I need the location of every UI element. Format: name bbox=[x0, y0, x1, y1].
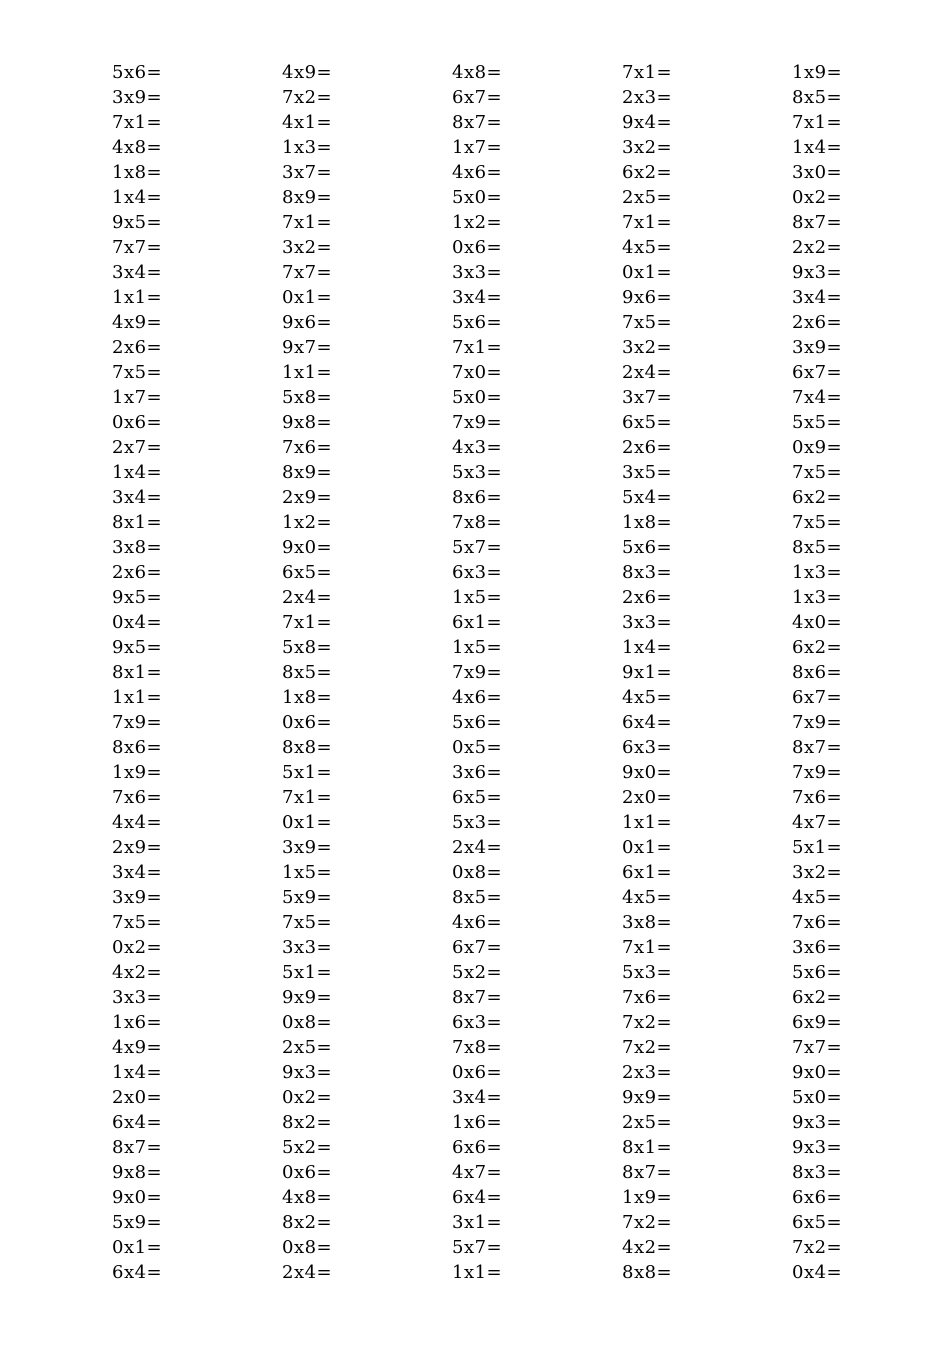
problem-row bbox=[112, 285, 872, 310]
multiplication-problem: 7x5= bbox=[792, 512, 843, 533]
multiplication-problem: 8x2= bbox=[282, 1112, 333, 1133]
multiplication-problem: 1x4= bbox=[622, 637, 673, 658]
multiplication-problem: 7x6= bbox=[112, 787, 163, 808]
multiplication-problem: 7x5= bbox=[282, 912, 333, 933]
multiplication-problem: 9x6= bbox=[622, 287, 673, 308]
multiplication-problem: 2x0= bbox=[112, 1087, 163, 1108]
problem-row bbox=[112, 685, 872, 710]
multiplication-problem: 6x4= bbox=[622, 712, 673, 733]
problem-row bbox=[112, 485, 872, 510]
multiplication-problem: 5x8= bbox=[282, 387, 333, 408]
multiplication-problem: 8x9= bbox=[282, 187, 333, 208]
multiplication-problem: 6x5= bbox=[792, 1212, 843, 1233]
problem-row bbox=[112, 960, 872, 985]
multiplication-problem: 1x6= bbox=[112, 1012, 163, 1033]
problem-row bbox=[112, 310, 872, 335]
multiplication-problem: 3x4= bbox=[112, 487, 163, 508]
problem-row bbox=[112, 60, 872, 85]
multiplication-problem: 2x3= bbox=[622, 1062, 673, 1083]
problem-row bbox=[112, 910, 872, 935]
multiplication-problem: 0x6= bbox=[452, 1062, 503, 1083]
multiplication-problem: 0x6= bbox=[452, 237, 503, 258]
multiplication-problem: 8x3= bbox=[792, 1162, 843, 1183]
multiplication-problem: 7x7= bbox=[282, 262, 333, 283]
multiplication-problem: 5x2= bbox=[282, 1137, 333, 1158]
multiplication-problem: 7x1= bbox=[112, 112, 163, 133]
multiplication-problem: 3x9= bbox=[282, 837, 333, 858]
multiplication-problem: 8x7= bbox=[452, 987, 503, 1008]
multiplication-problem: 9x1= bbox=[622, 662, 673, 683]
multiplication-problem: 1x4= bbox=[112, 462, 163, 483]
problem-row bbox=[112, 985, 872, 1010]
problem-row bbox=[112, 360, 872, 385]
problem-row bbox=[112, 1185, 872, 1210]
multiplication-problem: 8x5= bbox=[452, 887, 503, 908]
multiplication-problem: 0x1= bbox=[622, 837, 673, 858]
multiplication-problem: 0x8= bbox=[282, 1237, 333, 1258]
multiplication-problem: 0x8= bbox=[452, 862, 503, 883]
multiplication-problem: 5x6= bbox=[792, 962, 843, 983]
multiplication-problem: 1x9= bbox=[112, 762, 163, 783]
multiplication-problem: 7x1= bbox=[282, 787, 333, 808]
multiplication-problem: 6x4= bbox=[112, 1112, 163, 1133]
multiplication-problem: 7x6= bbox=[622, 987, 673, 1008]
multiplication-problem: 7x2= bbox=[622, 1012, 673, 1033]
multiplication-problem: 2x9= bbox=[282, 487, 333, 508]
multiplication-problem: 2x5= bbox=[282, 1037, 333, 1058]
multiplication-problem: 1x1= bbox=[452, 1262, 503, 1283]
multiplication-problem: 5x3= bbox=[452, 462, 503, 483]
multiplication-problem: 4x8= bbox=[112, 137, 163, 158]
multiplication-problem: 3x3= bbox=[112, 987, 163, 1008]
multiplication-problem: 0x1= bbox=[282, 812, 333, 833]
multiplication-problem: 9x3= bbox=[792, 1137, 843, 1158]
multiplication-problem: 3x2= bbox=[792, 862, 843, 883]
multiplication-problem: 1x1= bbox=[282, 362, 333, 383]
problem-row bbox=[112, 235, 872, 260]
multiplication-problem: 7x4= bbox=[792, 387, 843, 408]
multiplication-problem: 1x6= bbox=[452, 1112, 503, 1133]
multiplication-problem: 7x5= bbox=[112, 912, 163, 933]
problem-row bbox=[112, 1160, 872, 1185]
multiplication-problem: 7x2= bbox=[622, 1212, 673, 1233]
multiplication-problem: 8x1= bbox=[622, 1137, 673, 1158]
multiplication-problem: 7x1= bbox=[452, 337, 503, 358]
problem-row bbox=[112, 785, 872, 810]
multiplication-problem: 1x4= bbox=[112, 187, 163, 208]
multiplication-problem: 7x7= bbox=[112, 237, 163, 258]
problem-row bbox=[112, 660, 872, 685]
multiplication-problem: 7x9= bbox=[792, 712, 843, 733]
multiplication-problem: 5x6= bbox=[452, 312, 503, 333]
problem-row bbox=[112, 1210, 872, 1235]
multiplication-problem: 7x5= bbox=[112, 362, 163, 383]
multiplication-problem: 4x4= bbox=[112, 812, 163, 833]
multiplication-problem: 6x3= bbox=[622, 737, 673, 758]
multiplication-problem: 7x1= bbox=[622, 62, 673, 83]
multiplication-problem: 0x6= bbox=[282, 712, 333, 733]
multiplication-problem: 5x0= bbox=[792, 1087, 843, 1108]
multiplication-problem: 6x4= bbox=[452, 1187, 503, 1208]
multiplication-problem: 1x1= bbox=[622, 812, 673, 833]
multiplication-problem: 4x1= bbox=[282, 112, 333, 133]
multiplication-problem: 4x5= bbox=[622, 887, 673, 908]
multiplication-problem: 0x1= bbox=[112, 1237, 163, 1258]
problem-row bbox=[112, 760, 872, 785]
multiplication-problem: 9x9= bbox=[622, 1087, 673, 1108]
multiplication-problem: 5x3= bbox=[622, 962, 673, 983]
multiplication-problem: 0x2= bbox=[282, 1087, 333, 1108]
multiplication-problem: 0x6= bbox=[282, 1162, 333, 1183]
multiplication-problem: 3x6= bbox=[792, 937, 843, 958]
multiplication-problem: 6x1= bbox=[622, 862, 673, 883]
multiplication-problem: 8x2= bbox=[282, 1212, 333, 1233]
multiplication-problem: 5x2= bbox=[452, 962, 503, 983]
multiplication-problem: 1x1= bbox=[112, 687, 163, 708]
multiplication-problem: 1x2= bbox=[282, 512, 333, 533]
multiplication-problem: 3x8= bbox=[622, 912, 673, 933]
multiplication-problem: 3x2= bbox=[282, 237, 333, 258]
multiplication-problem: 8x8= bbox=[282, 737, 333, 758]
multiplication-problem: 5x9= bbox=[282, 887, 333, 908]
multiplication-problem: 9x3= bbox=[792, 1112, 843, 1133]
multiplication-problem: 2x3= bbox=[622, 87, 673, 108]
multiplication-problem: 4x7= bbox=[792, 812, 843, 833]
multiplication-problem: 5x5= bbox=[792, 412, 843, 433]
problem-row bbox=[112, 110, 872, 135]
problem-row bbox=[112, 185, 872, 210]
multiplication-problem: 2x4= bbox=[282, 1262, 333, 1283]
multiplication-problem: 1x9= bbox=[792, 62, 843, 83]
multiplication-problem: 1x5= bbox=[452, 587, 503, 608]
multiplication-problem: 8x6= bbox=[112, 737, 163, 758]
multiplication-problem: 9x8= bbox=[112, 1162, 163, 1183]
multiplication-problem: 0x6= bbox=[112, 412, 163, 433]
multiplication-problem: 7x1= bbox=[622, 937, 673, 958]
multiplication-problem: 1x9= bbox=[622, 1187, 673, 1208]
problem-row bbox=[112, 835, 872, 860]
multiplication-problem: 2x6= bbox=[112, 337, 163, 358]
multiplication-problem: 3x3= bbox=[622, 612, 673, 633]
multiplication-problem: 7x5= bbox=[622, 312, 673, 333]
multiplication-problem: 4x9= bbox=[112, 1037, 163, 1058]
multiplication-problem: 9x0= bbox=[792, 1062, 843, 1083]
multiplication-problem: 6x5= bbox=[622, 412, 673, 433]
multiplication-problem: 7x2= bbox=[792, 1237, 843, 1258]
multiplication-problem: 6x3= bbox=[452, 562, 503, 583]
problem-row bbox=[112, 385, 872, 410]
multiplication-problem: 3x9= bbox=[792, 337, 843, 358]
multiplication-problem: 4x5= bbox=[622, 687, 673, 708]
multiplication-problem: 8x7= bbox=[112, 1137, 163, 1158]
multiplication-problem: 7x9= bbox=[452, 412, 503, 433]
problem-row bbox=[112, 435, 872, 460]
problem-row bbox=[112, 85, 872, 110]
multiplication-problem: 6x6= bbox=[452, 1137, 503, 1158]
multiplication-problem: 0x1= bbox=[622, 262, 673, 283]
problem-row bbox=[112, 260, 872, 285]
multiplication-problem: 7x9= bbox=[452, 662, 503, 683]
problem-row bbox=[112, 535, 872, 560]
multiplication-problem: 2x6= bbox=[792, 312, 843, 333]
multiplication-problem: 6x5= bbox=[282, 562, 333, 583]
problem-row bbox=[112, 135, 872, 160]
multiplication-problem: 1x8= bbox=[112, 162, 163, 183]
multiplication-problem: 1x2= bbox=[452, 212, 503, 233]
multiplication-problem: 3x1= bbox=[452, 1212, 503, 1233]
multiplication-problem: 1x3= bbox=[282, 137, 333, 158]
problem-row bbox=[112, 1035, 872, 1060]
multiplication-problem: 8x3= bbox=[622, 562, 673, 583]
multiplication-problem: 9x5= bbox=[112, 212, 163, 233]
multiplication-problem: 8x7= bbox=[792, 737, 843, 758]
multiplication-problem: 0x9= bbox=[792, 437, 843, 458]
multiplication-problem: 0x2= bbox=[112, 937, 163, 958]
multiplication-problem: 5x1= bbox=[282, 962, 333, 983]
multiplication-problem: 9x0= bbox=[112, 1187, 163, 1208]
multiplication-problem: 5x6= bbox=[622, 537, 673, 558]
multiplication-problem: 2x5= bbox=[622, 1112, 673, 1133]
multiplication-problem: 9x6= bbox=[282, 312, 333, 333]
multiplication-problem: 8x7= bbox=[622, 1162, 673, 1183]
multiplication-problem: 5x1= bbox=[282, 762, 333, 783]
problem-row bbox=[112, 460, 872, 485]
multiplication-problem: 6x2= bbox=[622, 162, 673, 183]
multiplication-problem: 2x6= bbox=[622, 437, 673, 458]
multiplication-problem: 4x6= bbox=[452, 912, 503, 933]
multiplication-problem: 1x4= bbox=[112, 1062, 163, 1083]
multiplication-problem: 2x9= bbox=[112, 837, 163, 858]
multiplication-problem: 5x3= bbox=[452, 812, 503, 833]
multiplication-problem: 4x9= bbox=[282, 62, 333, 83]
multiplication-problem: 0x2= bbox=[792, 187, 843, 208]
multiplication-problem: 3x2= bbox=[622, 337, 673, 358]
multiplication-problem: 9x0= bbox=[622, 762, 673, 783]
multiplication-problem: 4x8= bbox=[282, 1187, 333, 1208]
problem-row bbox=[112, 935, 872, 960]
problem-row bbox=[112, 1060, 872, 1085]
multiplication-problem: 1x4= bbox=[792, 137, 843, 158]
problem-row bbox=[112, 410, 872, 435]
multiplication-problem: 9x3= bbox=[792, 262, 843, 283]
multiplication-problem: 8x1= bbox=[112, 512, 163, 533]
problem-row bbox=[112, 335, 872, 360]
multiplication-problem: 8x6= bbox=[792, 662, 843, 683]
multiplication-problem: 3x7= bbox=[622, 387, 673, 408]
multiplication-problem: 1x5= bbox=[452, 637, 503, 658]
multiplication-problem: 0x1= bbox=[282, 287, 333, 308]
multiplication-problem: 0x4= bbox=[112, 612, 163, 633]
multiplication-problem: 7x8= bbox=[452, 1037, 503, 1058]
multiplication-problem: 9x8= bbox=[282, 412, 333, 433]
multiplication-problem: 9x3= bbox=[282, 1062, 333, 1083]
multiplication-problem: 2x0= bbox=[622, 787, 673, 808]
multiplication-problem: 5x7= bbox=[452, 537, 503, 558]
multiplication-problem: 6x2= bbox=[792, 637, 843, 658]
multiplication-problem: 8x9= bbox=[282, 462, 333, 483]
multiplication-problem: 1x1= bbox=[112, 287, 163, 308]
problem-row bbox=[112, 1010, 872, 1035]
multiplication-problem: 7x1= bbox=[622, 212, 673, 233]
multiplication-problem: 8x7= bbox=[452, 112, 503, 133]
problem-row bbox=[112, 510, 872, 535]
multiplication-problem: 6x2= bbox=[792, 487, 843, 508]
multiplication-problem: 4x0= bbox=[792, 612, 843, 633]
multiplication-problem: 0x8= bbox=[282, 1012, 333, 1033]
multiplication-problem: 2x4= bbox=[452, 837, 503, 858]
multiplication-problem: 4x6= bbox=[452, 687, 503, 708]
multiplication-problem: 0x5= bbox=[452, 737, 503, 758]
problem-row bbox=[112, 610, 872, 635]
multiplication-problem: 7x1= bbox=[792, 112, 843, 133]
multiplication-problem: 8x5= bbox=[282, 662, 333, 683]
multiplication-problem: 7x6= bbox=[282, 437, 333, 458]
multiplication-problem: 1x7= bbox=[452, 137, 503, 158]
multiplication-problem: 7x5= bbox=[792, 462, 843, 483]
multiplication-problem: 0x4= bbox=[792, 1262, 843, 1283]
multiplication-problem: 7x9= bbox=[792, 762, 843, 783]
multiplication-problem: 1x8= bbox=[622, 512, 673, 533]
multiplication-problem: 6x2= bbox=[792, 987, 843, 1008]
multiplication-problem: 9x5= bbox=[112, 637, 163, 658]
multiplication-problem: 6x5= bbox=[452, 787, 503, 808]
multiplication-problem: 4x8= bbox=[452, 62, 503, 83]
multiplication-problem: 6x9= bbox=[792, 1012, 843, 1033]
multiplication-problem: 5x6= bbox=[452, 712, 503, 733]
multiplication-problem: 7x9= bbox=[112, 712, 163, 733]
multiplication-problem: 7x8= bbox=[452, 512, 503, 533]
multiplication-problem: 5x7= bbox=[452, 1237, 503, 1258]
multiplication-problem: 3x6= bbox=[452, 762, 503, 783]
problem-row bbox=[112, 585, 872, 610]
multiplication-problem: 6x4= bbox=[112, 1262, 163, 1283]
multiplication-problem: 4x3= bbox=[452, 437, 503, 458]
multiplication-problem: 3x4= bbox=[112, 862, 163, 883]
problem-row bbox=[112, 1110, 872, 1135]
multiplication-problem: 1x7= bbox=[112, 387, 163, 408]
multiplication-problem: 3x4= bbox=[452, 287, 503, 308]
problem-row bbox=[112, 210, 872, 235]
multiplication-problem: 4x9= bbox=[112, 312, 163, 333]
multiplication-problem: 5x1= bbox=[792, 837, 843, 858]
multiplication-problem: 3x4= bbox=[112, 262, 163, 283]
problem-row bbox=[112, 635, 872, 660]
multiplication-problem: 7x7= bbox=[792, 1037, 843, 1058]
multiplication-problem: 7x2= bbox=[282, 87, 333, 108]
multiplication-problem: 5x9= bbox=[112, 1212, 163, 1233]
multiplication-problem: 3x5= bbox=[622, 462, 673, 483]
multiplication-problem: 6x7= bbox=[792, 362, 843, 383]
multiplication-problem: 3x3= bbox=[452, 262, 503, 283]
multiplication-problem: 8x1= bbox=[112, 662, 163, 683]
multiplication-problem: 7x6= bbox=[792, 912, 843, 933]
multiplication-problem: 4x5= bbox=[622, 237, 673, 258]
multiplication-problem: 8x7= bbox=[792, 212, 843, 233]
multiplication-problem: 3x3= bbox=[282, 937, 333, 958]
multiplication-problem: 7x0= bbox=[452, 362, 503, 383]
multiplication-problem: 7x6= bbox=[792, 787, 843, 808]
multiplication-problem: 1x3= bbox=[792, 587, 843, 608]
multiplication-problem: 5x8= bbox=[282, 637, 333, 658]
multiplication-problem: 1x3= bbox=[792, 562, 843, 583]
multiplication-problem: 8x6= bbox=[452, 487, 503, 508]
multiplication-problem: 6x7= bbox=[452, 937, 503, 958]
multiplication-problem: 2x6= bbox=[112, 562, 163, 583]
problem-row bbox=[112, 1085, 872, 1110]
problem-row bbox=[112, 1135, 872, 1160]
problem-row bbox=[112, 735, 872, 760]
multiplication-problem: 9x7= bbox=[282, 337, 333, 358]
multiplication-problem: 3x4= bbox=[792, 287, 843, 308]
multiplication-problem: 2x7= bbox=[112, 437, 163, 458]
multiplication-problem: 9x9= bbox=[282, 987, 333, 1008]
multiplication-problem: 5x4= bbox=[622, 487, 673, 508]
multiplication-problem: 2x4= bbox=[622, 362, 673, 383]
multiplication-problem: 8x5= bbox=[792, 87, 843, 108]
multiplication-problem: 8x8= bbox=[622, 1262, 673, 1283]
multiplication-problem: 6x7= bbox=[792, 687, 843, 708]
multiplication-problem: 6x6= bbox=[792, 1187, 843, 1208]
multiplication-worksheet bbox=[112, 60, 872, 1285]
multiplication-problem: 4x2= bbox=[622, 1237, 673, 1258]
problem-row bbox=[112, 885, 872, 910]
multiplication-problem: 2x2= bbox=[792, 237, 843, 258]
multiplication-problem: 6x1= bbox=[452, 612, 503, 633]
multiplication-problem: 4x7= bbox=[452, 1162, 503, 1183]
multiplication-problem: 8x5= bbox=[792, 537, 843, 558]
problem-row bbox=[112, 860, 872, 885]
problem-row bbox=[112, 160, 872, 185]
multiplication-problem: 4x6= bbox=[452, 162, 503, 183]
multiplication-problem: 1x8= bbox=[282, 687, 333, 708]
multiplication-problem: 5x0= bbox=[452, 187, 503, 208]
multiplication-problem: 9x5= bbox=[112, 587, 163, 608]
multiplication-problem: 7x2= bbox=[622, 1037, 673, 1058]
multiplication-problem: 4x2= bbox=[112, 962, 163, 983]
multiplication-problem: 3x8= bbox=[112, 537, 163, 558]
multiplication-problem: 2x5= bbox=[622, 187, 673, 208]
multiplication-problem: 7x1= bbox=[282, 212, 333, 233]
multiplication-problem: 2x4= bbox=[282, 587, 333, 608]
multiplication-problem: 5x0= bbox=[452, 387, 503, 408]
problem-row bbox=[112, 560, 872, 585]
problem-row bbox=[112, 810, 872, 835]
multiplication-problem: 3x4= bbox=[452, 1087, 503, 1108]
multiplication-problem: 3x9= bbox=[112, 87, 163, 108]
multiplication-problem: 6x7= bbox=[452, 87, 503, 108]
multiplication-problem: 5x6= bbox=[112, 62, 163, 83]
problem-row bbox=[112, 710, 872, 735]
multiplication-problem: 3x2= bbox=[622, 137, 673, 158]
multiplication-problem: 6x3= bbox=[452, 1012, 503, 1033]
problem-row bbox=[112, 1235, 872, 1260]
multiplication-problem: 3x9= bbox=[112, 887, 163, 908]
multiplication-problem: 9x4= bbox=[622, 112, 673, 133]
multiplication-problem: 1x5= bbox=[282, 862, 333, 883]
problem-row bbox=[112, 1260, 872, 1285]
multiplication-problem: 2x6= bbox=[622, 587, 673, 608]
multiplication-problem: 7x1= bbox=[282, 612, 333, 633]
multiplication-problem: 4x5= bbox=[792, 887, 843, 908]
multiplication-problem: 9x0= bbox=[282, 537, 333, 558]
multiplication-problem: 3x7= bbox=[282, 162, 333, 183]
multiplication-problem: 3x0= bbox=[792, 162, 843, 183]
